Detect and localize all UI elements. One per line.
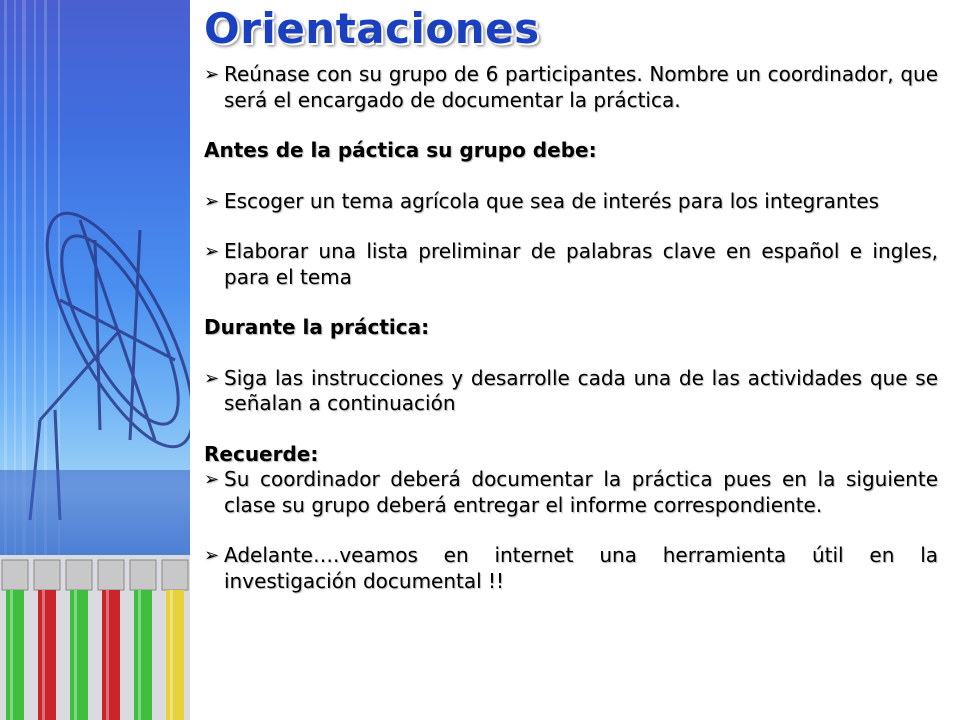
bullet-text: Adelante….veamos en internet una herramienta útil en la investigación documental !! — [224, 543, 938, 593]
bullet-text: Reúnase con su grupo de 6 participantes. Nombre un coordinador, que será el encargado de documentar la práctica. — [224, 62, 938, 112]
section-heading: Durante la práctica: — [204, 315, 430, 339]
slide-content — [204, 62, 938, 594]
slide-title: Orientaciones — [204, 4, 540, 53]
bullet-text: Escoger un tema agrícola que sea de interés para los integrantes — [224, 188, 880, 213]
bullet-item — [204, 62, 938, 113]
bullet-item — [204, 239, 938, 290]
bullet-text: Su coordinador deberá documentar la práctica pues en la siguiente clase su grupo deberá entregar el informe correspondiente. — [224, 467, 938, 517]
bullet-text: Siga las instrucciones y desarrolle cada una de las actividades que se señalan a continuación — [224, 365, 938, 415]
arrow-bullet-icon: ➢ — [204, 241, 220, 262]
arrow-bullet-icon: ➢ — [204, 367, 220, 389]
bullet-item — [204, 366, 938, 417]
decorative-side-image — [0, 0, 190, 720]
bullet-item — [204, 543, 938, 594]
bullet-item — [204, 189, 938, 215]
satellite-dish-and-cables-illustration — [0, 0, 190, 720]
arrow-bullet-icon: ➢ — [204, 545, 220, 566]
bullet-item — [204, 467, 938, 518]
section-heading: Recuerde: — [204, 441, 319, 466]
bullet-text: Elaborar una lista preliminar de palabras clave en español e ingles, para el tema — [224, 239, 938, 289]
section-heading: Antes de la páctica su grupo debe: — [204, 138, 597, 162]
arrow-bullet-icon: ➢ — [204, 469, 220, 490]
arrow-bullet-icon: ➢ — [204, 64, 220, 85]
arrow-bullet-icon: ➢ — [204, 190, 220, 212]
